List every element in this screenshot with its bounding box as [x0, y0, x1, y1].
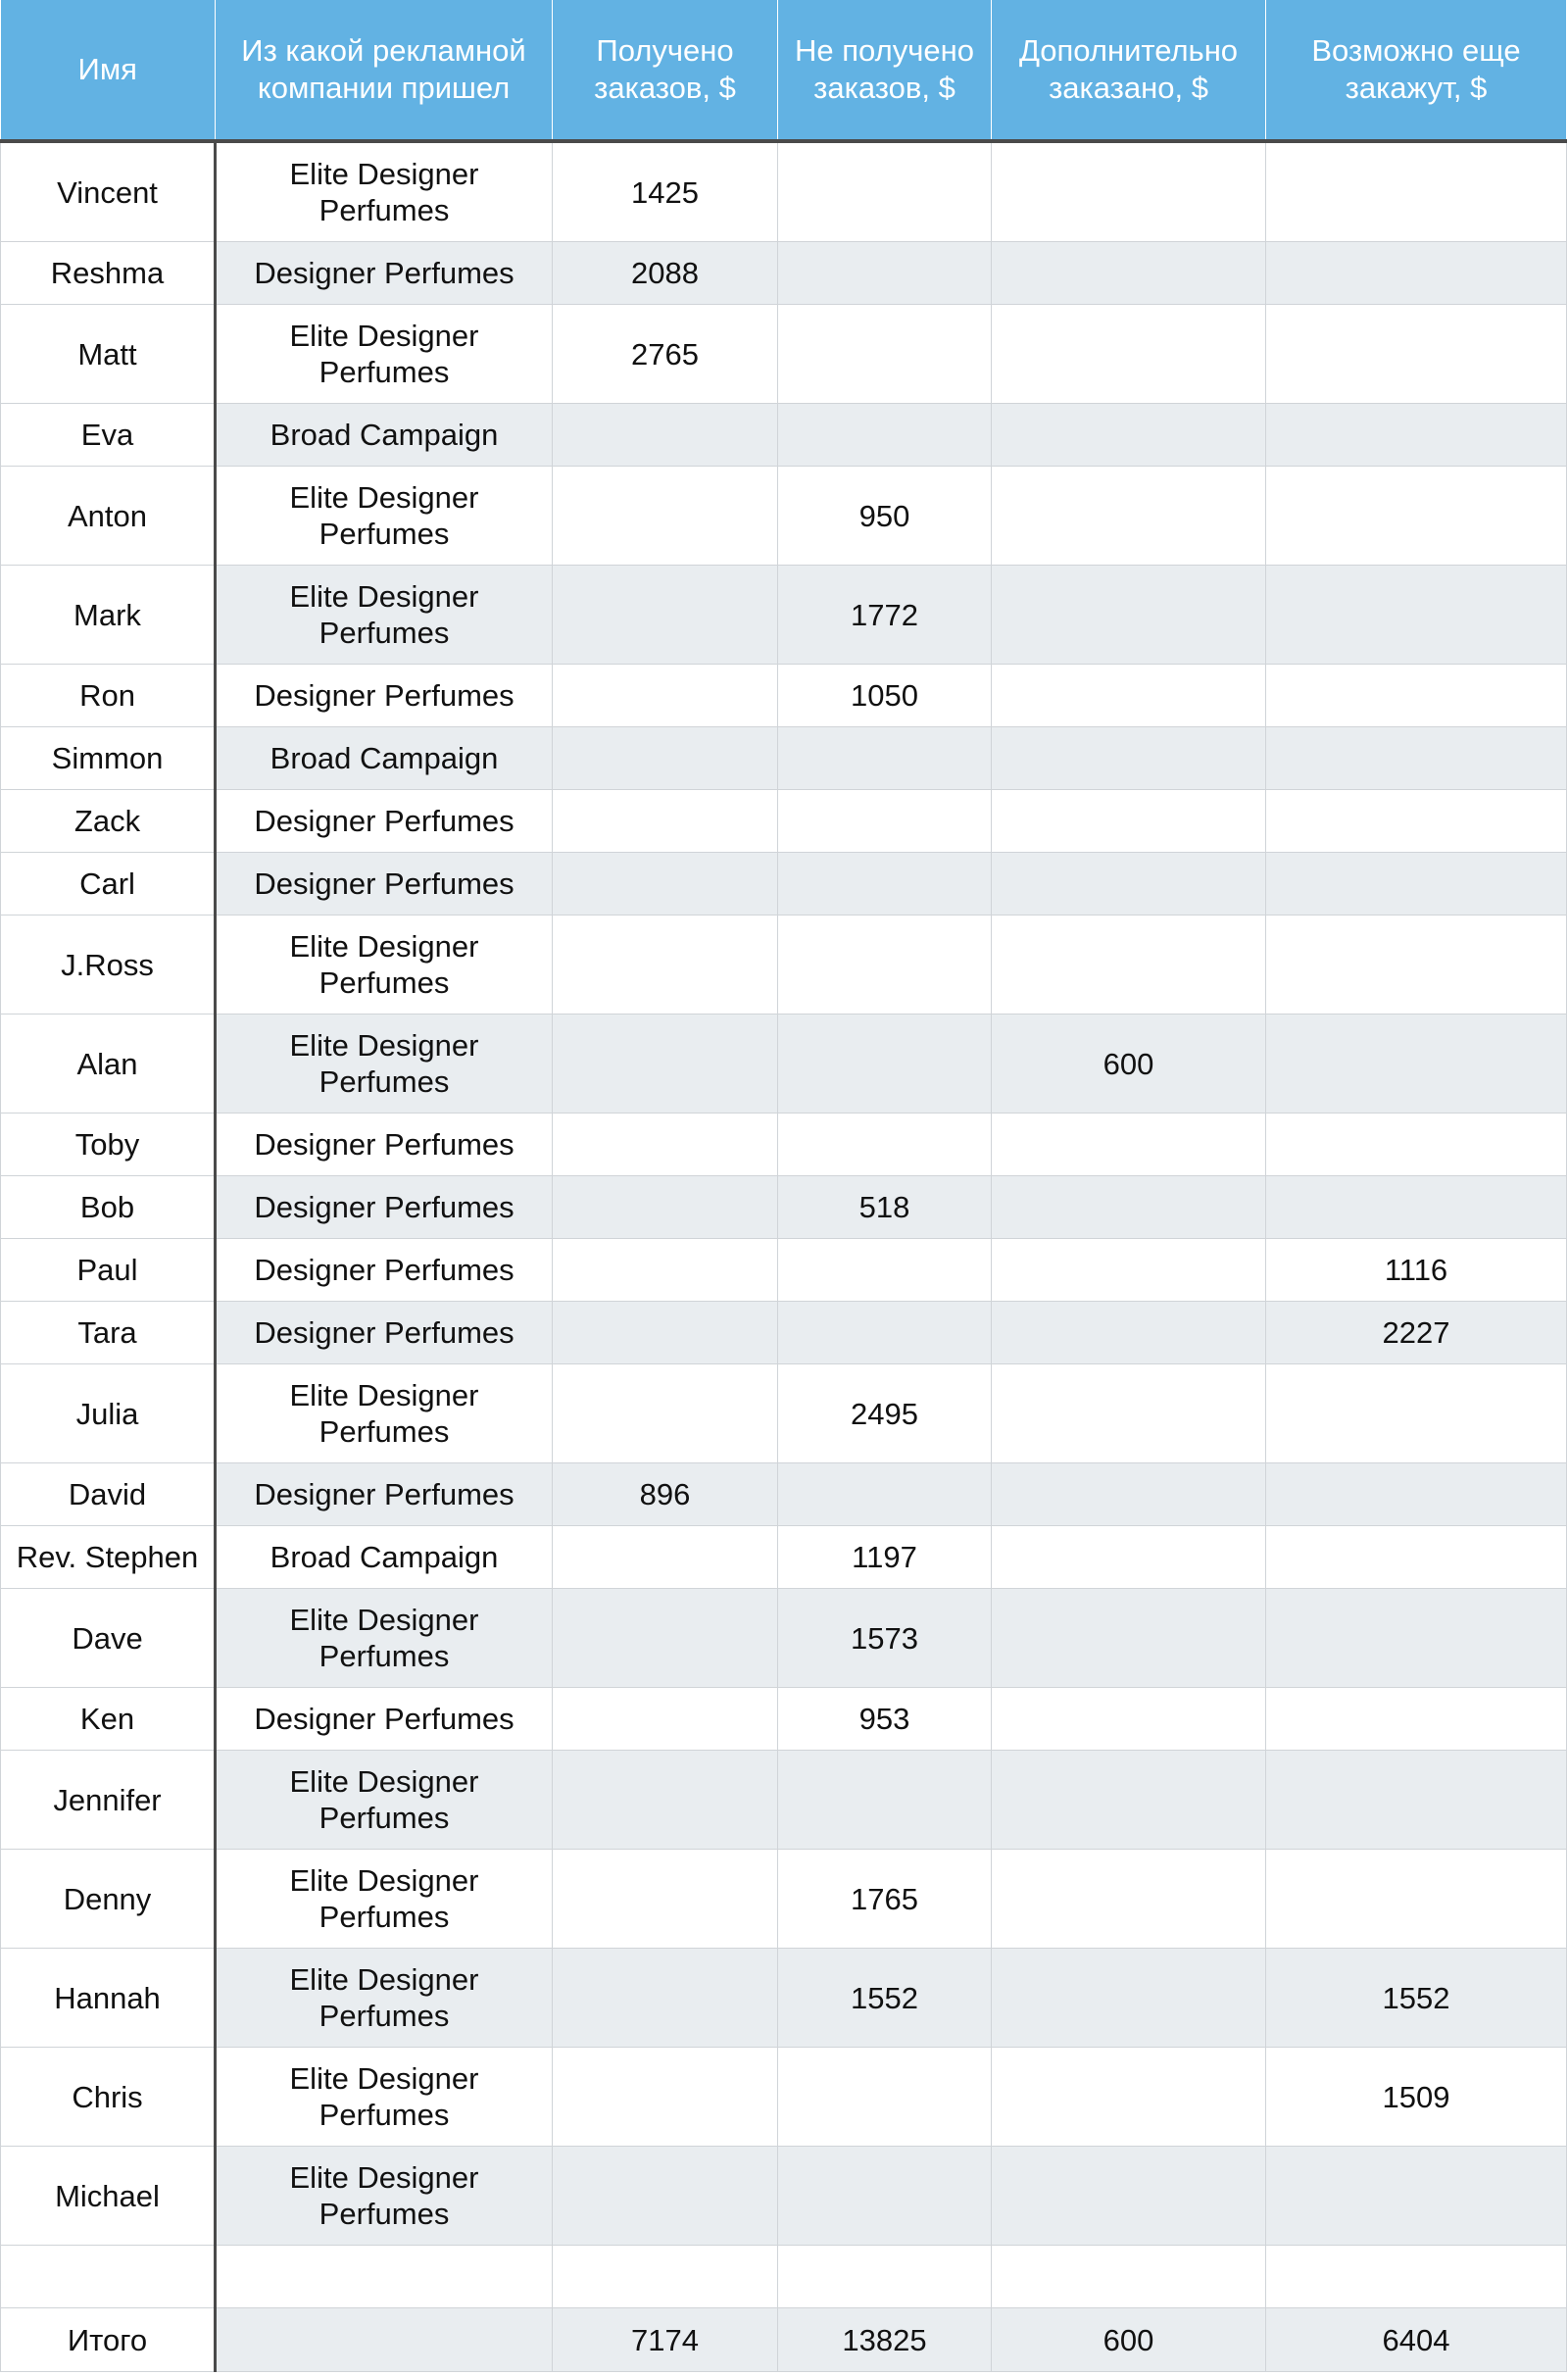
table-row [1, 1688, 1567, 1751]
name-cell: Dave [1, 1589, 216, 1688]
name-cell: Zack [1, 790, 216, 853]
not-received-cell [778, 2147, 992, 2246]
possible-cell [1266, 1850, 1567, 1949]
received-cell [553, 2147, 778, 2246]
campaign-cell: Designer Perfumes [216, 853, 553, 916]
possible-cell: 2227 [1266, 1302, 1567, 1364]
additional-cell [992, 2147, 1266, 2246]
campaign-cell: Elite Designer Perfumes [216, 916, 553, 1015]
not-received-cell: 1050 [778, 665, 992, 727]
possible-cell [1266, 1114, 1567, 1176]
received-cell [553, 790, 778, 853]
table-row [1, 665, 1567, 727]
not-received-cell [778, 1302, 992, 1364]
received-cell [553, 1949, 778, 2048]
campaign-cell: Designer Perfumes [216, 1688, 553, 1751]
additional-cell: 600 [992, 1015, 1266, 1114]
additional-cell [992, 2246, 1266, 2308]
table-row [1, 1526, 1567, 1589]
table-row [1, 916, 1567, 1015]
additional-cell [992, 1239, 1266, 1302]
possible-cell [1266, 1015, 1567, 1114]
possible-cell: 1552 [1266, 1949, 1567, 2048]
total-row [1, 2308, 1567, 2372]
possible-cell [1266, 1589, 1567, 1688]
additional-cell [992, 1302, 1266, 1364]
possible-cell [1266, 1364, 1567, 1463]
additional-cell [992, 305, 1266, 404]
possible-cell [1266, 1751, 1567, 1850]
received-cell [553, 1751, 778, 1850]
total-campaign-cell [216, 2308, 553, 2372]
received-cell: 1425 [553, 141, 778, 242]
received-cell [553, 1239, 778, 1302]
additional-cell [992, 665, 1266, 727]
received-cell [553, 1688, 778, 1751]
received-cell [553, 566, 778, 665]
name-cell: Ken [1, 1688, 216, 1751]
additional-cell [992, 2048, 1266, 2147]
name-cell: Julia [1, 1364, 216, 1463]
received-cell [553, 467, 778, 566]
possible-cell [1266, 141, 1567, 242]
not-received-cell [778, 242, 992, 305]
campaign-cell: Elite Designer Perfumes [216, 1751, 553, 1850]
total-possible-cell: 6404 [1266, 2308, 1567, 2372]
additional-cell [992, 1176, 1266, 1239]
received-cell [553, 2246, 778, 2308]
table-row [1, 242, 1567, 305]
campaign-cell: Designer Perfumes [216, 790, 553, 853]
possible-cell [1266, 404, 1567, 467]
additional-cell [992, 1688, 1266, 1751]
not-received-cell: 2495 [778, 1364, 992, 1463]
table-row [1, 2147, 1567, 2246]
received-cell [553, 1850, 778, 1949]
received-cell [553, 1526, 778, 1589]
possible-cell [1266, 242, 1567, 305]
possible-cell [1266, 665, 1567, 727]
table-row [1, 1364, 1567, 1463]
campaign-cell: Broad Campaign [216, 1526, 553, 1589]
campaign-cell: Elite Designer Perfumes [216, 1015, 553, 1114]
table-row [1, 1850, 1567, 1949]
possible-cell [1266, 1526, 1567, 1589]
possible-cell [1266, 1463, 1567, 1526]
table-row [1, 305, 1567, 404]
name-cell: Chris [1, 2048, 216, 2147]
name-cell: Mark [1, 566, 216, 665]
not-received-cell [778, 141, 992, 242]
header-additional: Дополнительно заказано, $ [992, 0, 1266, 141]
table-row [1, 141, 1567, 242]
received-cell [553, 916, 778, 1015]
not-received-cell: 1765 [778, 1850, 992, 1949]
table-row [1, 1463, 1567, 1526]
additional-cell [992, 1589, 1266, 1688]
not-received-cell [778, 916, 992, 1015]
name-cell: Carl [1, 853, 216, 916]
possible-cell [1266, 2147, 1567, 2246]
name-cell: Paul [1, 1239, 216, 1302]
additional-cell [992, 404, 1266, 467]
campaign-cell: Elite Designer Perfumes [216, 2147, 553, 2246]
not-received-cell: 1552 [778, 1949, 992, 2048]
additional-cell [992, 1850, 1266, 1949]
header-not-received: Не получено заказов, $ [778, 0, 992, 141]
possible-cell: 1116 [1266, 1239, 1567, 1302]
additional-cell [992, 790, 1266, 853]
table-row [1, 1589, 1567, 1688]
not-received-cell: 1772 [778, 566, 992, 665]
campaign-cell: Designer Perfumes [216, 665, 553, 727]
not-received-cell [778, 305, 992, 404]
campaign-cell: Elite Designer Perfumes [216, 305, 553, 404]
name-cell: Simmon [1, 727, 216, 790]
possible-cell [1266, 853, 1567, 916]
not-received-cell: 953 [778, 1688, 992, 1751]
additional-cell [992, 853, 1266, 916]
name-cell: Rev. Stephen [1, 1526, 216, 1589]
name-cell: Denny [1, 1850, 216, 1949]
campaign-cell: Designer Perfumes [216, 1239, 553, 1302]
table-row [1, 1114, 1567, 1176]
not-received-cell [778, 1751, 992, 1850]
name-cell: Toby [1, 1114, 216, 1176]
campaign-cell: Designer Perfumes [216, 1463, 553, 1526]
name-cell [1, 2246, 216, 2308]
campaign-cell: Designer Perfumes [216, 1114, 553, 1176]
received-cell [553, 1176, 778, 1239]
table-row [1, 727, 1567, 790]
not-received-cell: 1197 [778, 1526, 992, 1589]
campaign-cell: Broad Campaign [216, 404, 553, 467]
received-cell [553, 727, 778, 790]
received-cell [553, 665, 778, 727]
not-received-cell [778, 2048, 992, 2147]
additional-cell [992, 1526, 1266, 1589]
not-received-cell [778, 1463, 992, 1526]
not-received-cell [778, 727, 992, 790]
header-possible: Возможно еще закажут, $ [1266, 0, 1567, 141]
possible-cell [1266, 467, 1567, 566]
not-received-cell [778, 404, 992, 467]
received-cell [553, 853, 778, 916]
name-cell: David [1, 1463, 216, 1526]
received-cell [553, 1302, 778, 1364]
not-received-cell: 950 [778, 467, 992, 566]
campaign-cell: Designer Perfumes [216, 242, 553, 305]
received-cell [553, 1114, 778, 1176]
additional-cell [992, 242, 1266, 305]
table-row [1, 1015, 1567, 1114]
received-cell [553, 2048, 778, 2147]
table-row [1, 853, 1567, 916]
name-cell: Hannah [1, 1949, 216, 2048]
additional-cell [992, 467, 1266, 566]
table-row [1, 1949, 1567, 2048]
campaign-cell: Elite Designer Perfumes [216, 1850, 553, 1949]
table-row [1, 2048, 1567, 2147]
table-row [1, 566, 1567, 665]
possible-cell [1266, 2246, 1567, 2308]
received-cell: 2088 [553, 242, 778, 305]
table-row [1, 1239, 1567, 1302]
possible-cell [1266, 305, 1567, 404]
name-cell: Alan [1, 1015, 216, 1114]
additional-cell [992, 1751, 1266, 1850]
not-received-cell [778, 853, 992, 916]
campaign-cell: Designer Perfumes [216, 1302, 553, 1364]
received-cell [553, 1589, 778, 1688]
table-row [1, 790, 1567, 853]
campaign-cell: Elite Designer Perfumes [216, 1364, 553, 1463]
possible-cell [1266, 566, 1567, 665]
header-campaign: Из какой рекламной компании пришел [216, 0, 553, 141]
header-received: Получено заказов, $ [553, 0, 778, 141]
received-cell [553, 1364, 778, 1463]
name-cell: Jennifer [1, 1751, 216, 1850]
campaign-cell: Elite Designer Perfumes [216, 467, 553, 566]
additional-cell [992, 1114, 1266, 1176]
received-cell: 896 [553, 1463, 778, 1526]
possible-cell [1266, 1176, 1567, 1239]
table-row [1, 1302, 1567, 1364]
total-not-received-cell: 13825 [778, 2308, 992, 2372]
campaign-cell: Elite Designer Perfumes [216, 566, 553, 665]
not-received-cell [778, 790, 992, 853]
additional-cell [992, 1463, 1266, 1526]
header-name: Имя [1, 0, 216, 141]
campaign-cell: Broad Campaign [216, 727, 553, 790]
received-cell: 2765 [553, 305, 778, 404]
additional-cell [992, 141, 1266, 242]
name-cell: Tara [1, 1302, 216, 1364]
table-row [1, 2246, 1567, 2308]
possible-cell: 1509 [1266, 2048, 1567, 2147]
not-received-cell [778, 1015, 992, 1114]
additional-cell [992, 1949, 1266, 2048]
total-additional-cell: 600 [992, 2308, 1266, 2372]
table-row [1, 404, 1567, 467]
not-received-cell: 518 [778, 1176, 992, 1239]
name-cell: Bob [1, 1176, 216, 1239]
not-received-cell [778, 1114, 992, 1176]
total-label: Итого [1, 2308, 216, 2372]
name-cell: Anton [1, 467, 216, 566]
table-row [1, 1751, 1567, 1850]
header-row [1, 0, 1567, 141]
campaign-cell [216, 2246, 553, 2308]
name-cell: Ron [1, 665, 216, 727]
campaign-cell: Elite Designer Perfumes [216, 1949, 553, 2048]
table-row [1, 1176, 1567, 1239]
campaign-cell: Elite Designer Perfumes [216, 141, 553, 242]
possible-cell [1266, 1688, 1567, 1751]
not-received-cell [778, 1239, 992, 1302]
additional-cell [992, 916, 1266, 1015]
name-cell: Michael [1, 2147, 216, 2246]
name-cell: Reshma [1, 242, 216, 305]
campaign-cell: Designer Perfumes [216, 1176, 553, 1239]
name-cell: Eva [1, 404, 216, 467]
additional-cell [992, 727, 1266, 790]
name-cell: J.Ross [1, 916, 216, 1015]
additional-cell [992, 1364, 1266, 1463]
name-cell: Matt [1, 305, 216, 404]
campaign-cell: Elite Designer Perfumes [216, 2048, 553, 2147]
not-received-cell [778, 2246, 992, 2308]
received-cell [553, 404, 778, 467]
name-cell: Vincent [1, 141, 216, 242]
additional-cell [992, 566, 1266, 665]
possible-cell [1266, 790, 1567, 853]
possible-cell [1266, 916, 1567, 1015]
table-row [1, 467, 1567, 566]
table-body [1, 141, 1567, 2372]
possible-cell [1266, 727, 1567, 790]
received-cell [553, 1015, 778, 1114]
campaign-cell: Elite Designer Perfumes [216, 1589, 553, 1688]
not-received-cell: 1573 [778, 1589, 992, 1688]
total-received-cell: 7174 [553, 2308, 778, 2372]
